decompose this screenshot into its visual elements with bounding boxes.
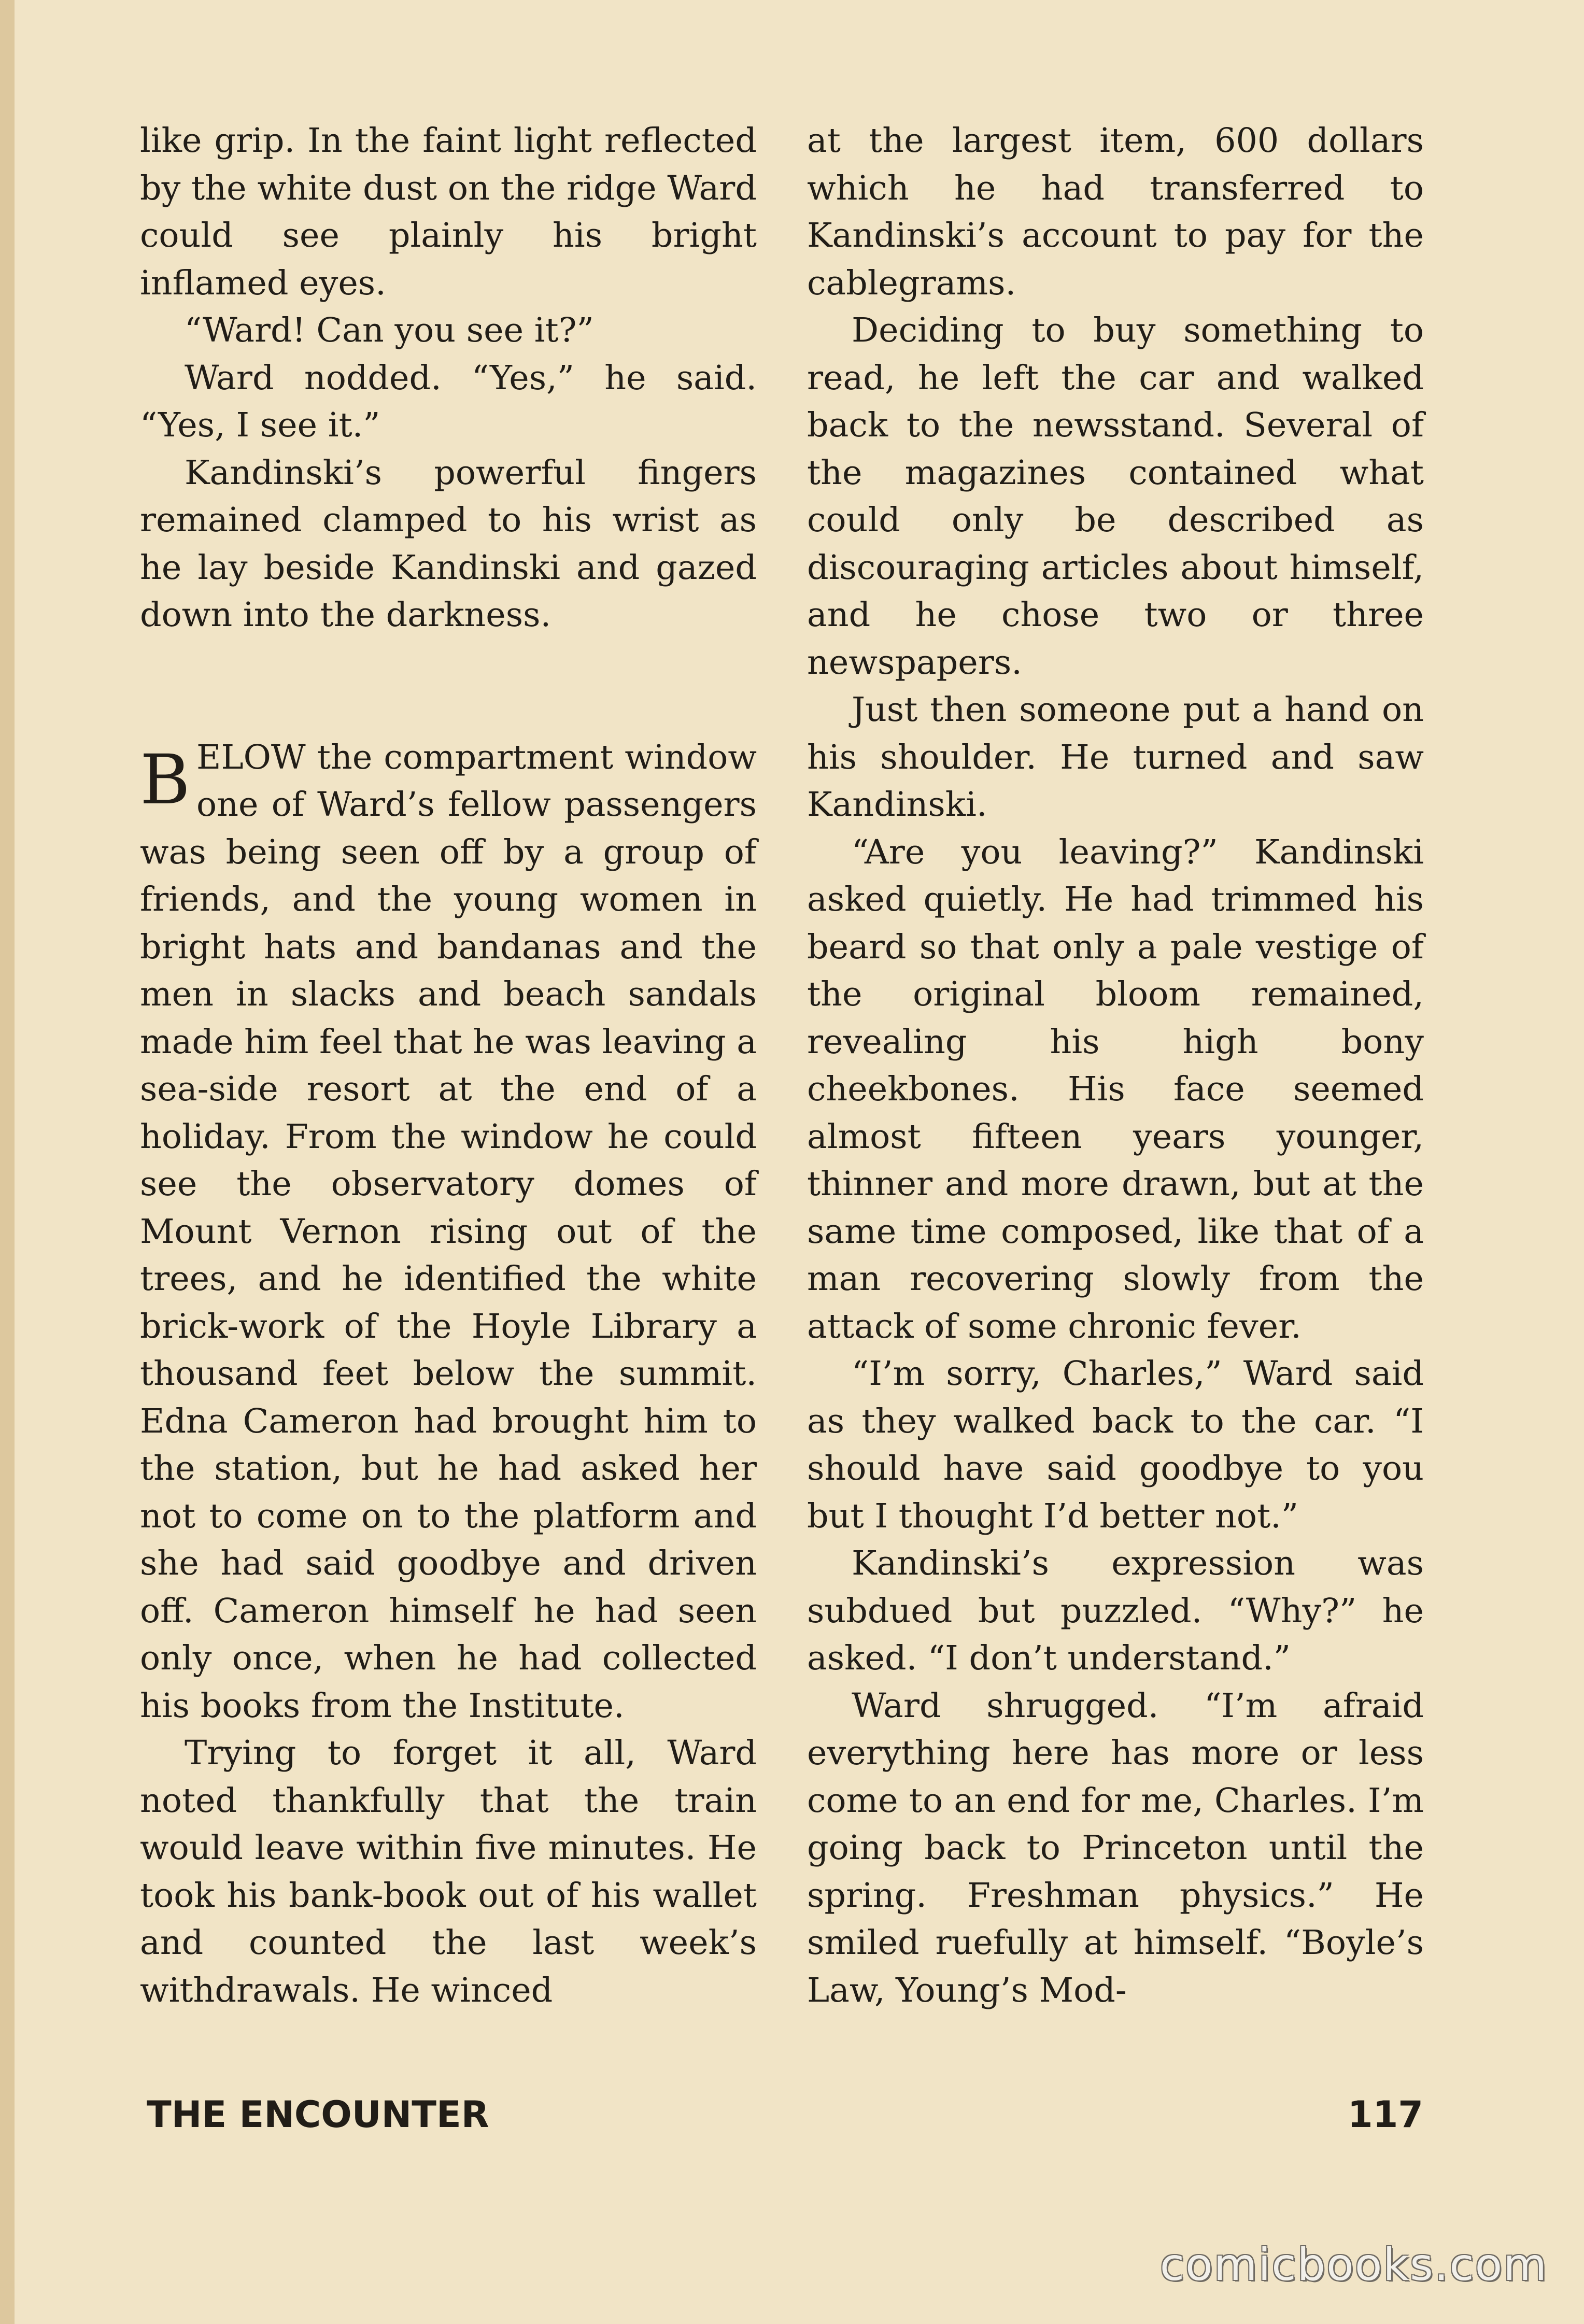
paragraph: Ward nodded. “Yes,” he said. “Yes, I see it.” — [140, 358, 757, 445]
paragraph: Ward shrugged. “I’m afraid everything here has more or less come to an end for me, Charles. I’m going back to Princeton until the spring. Freshman physics.” He smiled ruefully at himself. “Boyle’s Law, Young’s Mod- — [807, 1686, 1424, 2010]
drop-cap: B — [140, 740, 191, 820]
paragraph: Kandinski’s expression was subdued but puzzled. “Why?” he asked. “I don’t understand.” — [807, 1544, 1424, 1678]
paragraph: “I’m sorry, Charles,” Ward said as they walked back to the car. “I should have said goodbye to you but I thought I’d better not.” — [807, 1354, 1424, 1536]
watermark: comicbooks.com — [1159, 2239, 1548, 2291]
left-text-column — [140, 117, 757, 2014]
paragraph: “Are you leaving?” Kandinski asked quietly. He had trimmed his beard so that only a pale vestige of the original bloom remained, revealing his high bony cheekbones. His face seemed almost fifteen years younger, thinner and more drawn, but at the same time composed, like that of a man recovering slowly from the attack of some chronic fever. — [807, 832, 1424, 1346]
section-break — [140, 639, 757, 734]
paragraph-text: the compartment window one of Ward’s fellow passengers was being seen off by a group of friends, and the young women in bright hats and bandanas and the men in slacks and beach sandals made him feel that he was leaving a sea-side resort at the end of a holiday. From the window he could see the observatory domes of Mount Vernon rising out of the trees, and he identified the white brick-work of the Hoyle Library a thousand feet below the summit. Edna Cameron had brought him to the station, but he had asked her not to come on to the platform and she had said goodbye and driven off. Cameron himself he had seen only once, when he had collected his books from the Institute. — [140, 738, 757, 1725]
right-text-column — [807, 117, 1424, 2014]
running-footer-title: THE ENCOUNTER — [147, 2093, 489, 2136]
page-number: 117 — [1347, 2093, 1423, 2136]
opening-word: ELOW — [196, 738, 306, 777]
page-edge — [0, 0, 15, 2324]
paragraph: Deciding to buy something to read, he left the car and walked back to the newsstand. Several of the magazines contained what could only be described as discouraging articles about himself, and he chose two or three newspapers. — [807, 311, 1424, 682]
paragraph: like grip. In the faint light reflected by the white dust on the ridge Ward could see plainly his bright inflamed eyes. — [140, 121, 757, 303]
paragraph: Just then someone put a hand on his shoulder. He turned and saw Kandinski. — [807, 690, 1424, 824]
section-opening-paragraph — [140, 734, 757, 1730]
paragraph: at the largest item, 600 dollars which he had transferred to Kandinski’s account to pay for the cablegrams. — [807, 121, 1424, 303]
paragraph: “Ward! Can you see it?” — [185, 311, 594, 350]
paragraph: Kandinski’s powerful fingers remained clamped to his wrist as he lay beside Kandinski and gazed down into the darkness. — [140, 453, 757, 634]
paragraph: Trying to forget it all, Ward noted thankfully that the train would leave within five minutes. He took his bank-book out of his wallet and counted the last week’s withdrawals. He winced — [140, 1734, 757, 2010]
